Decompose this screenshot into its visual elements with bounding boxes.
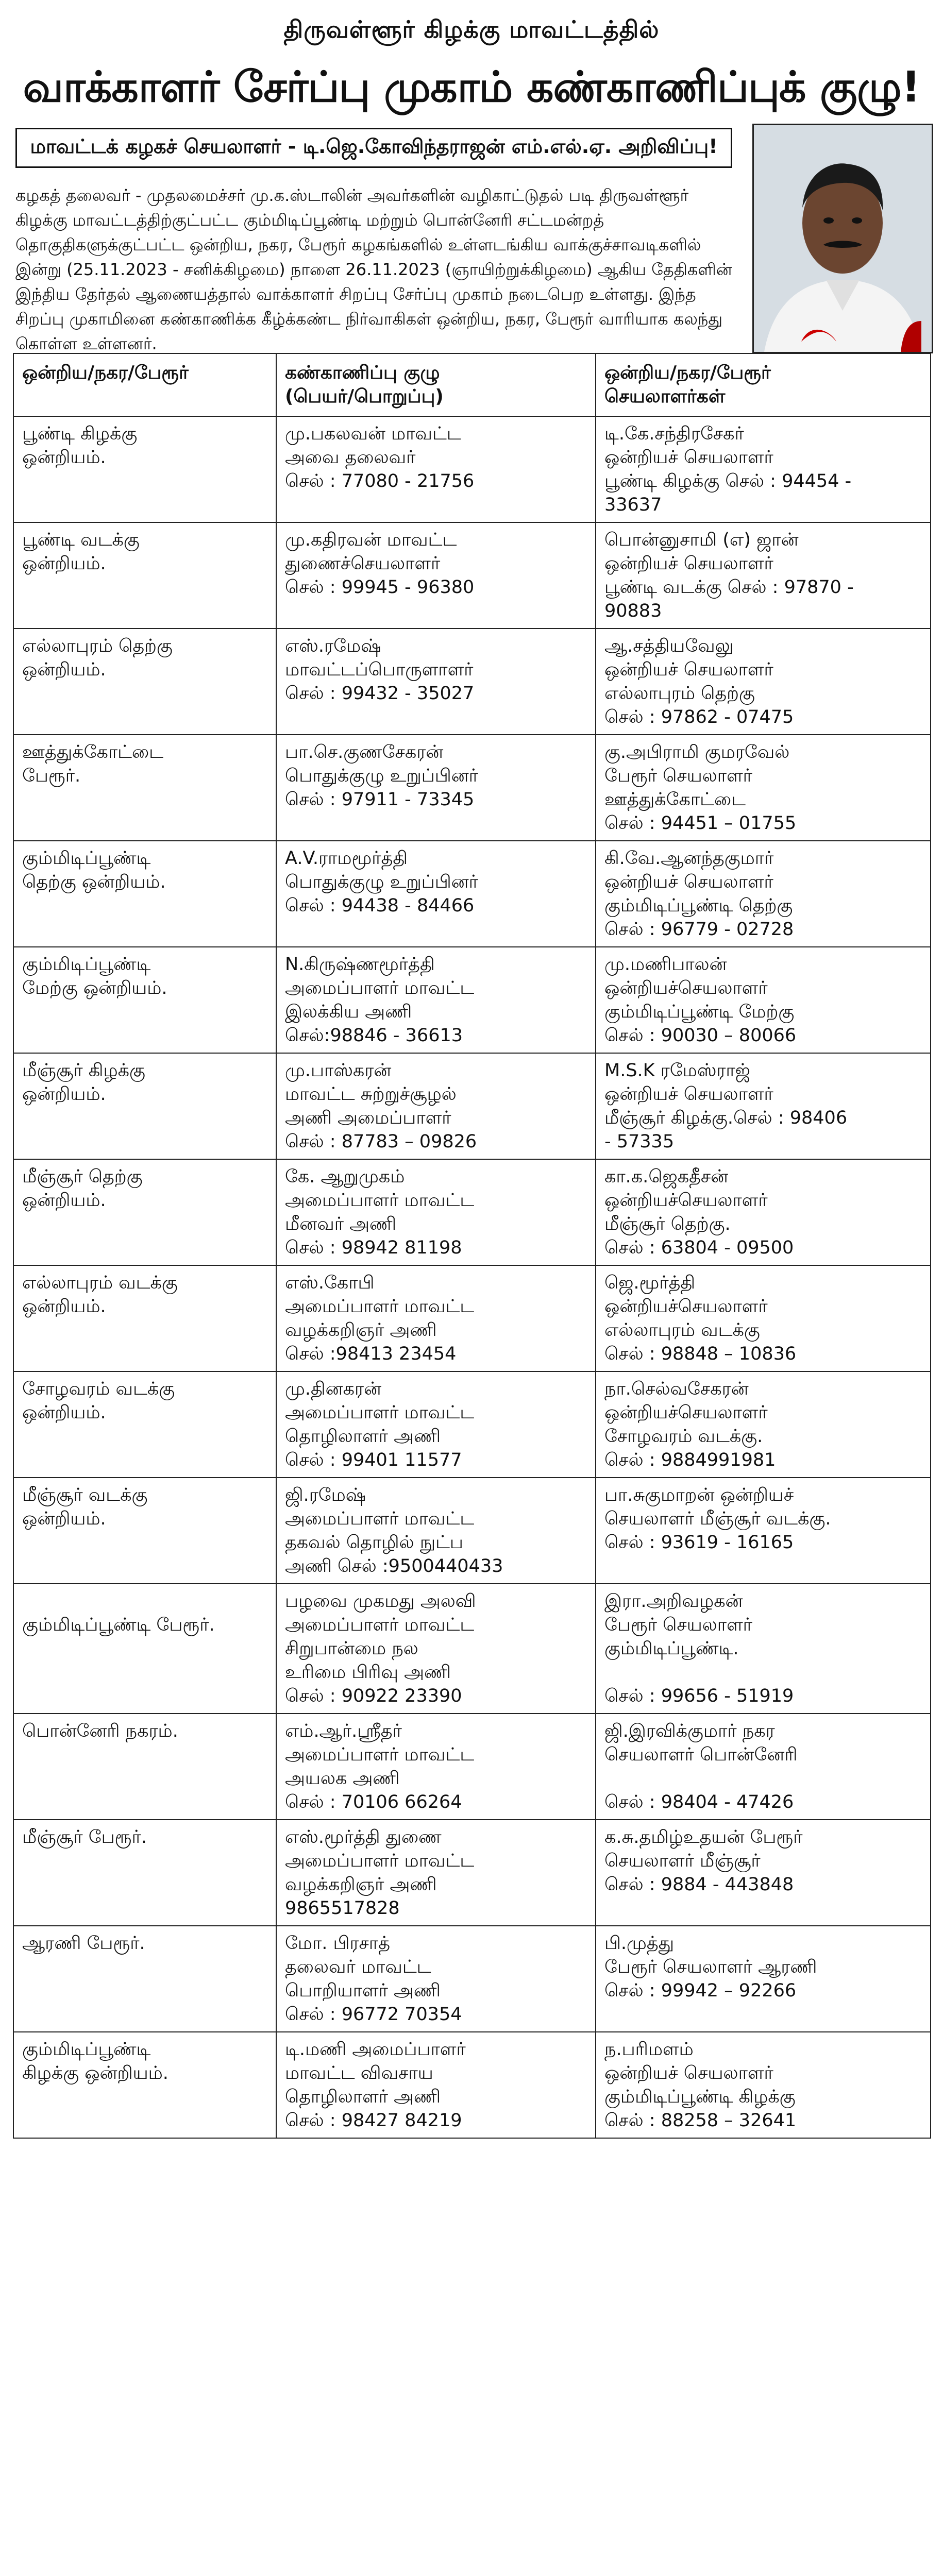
secretary-line: மீஞ்சூர் கிழக்கு.செல் : 98406: [604, 1108, 848, 1128]
area-line: பொன்னேரி நகரம்.: [22, 1721, 178, 1741]
area-line: எல்லாபுரம் தெற்கு: [22, 636, 173, 656]
secretary-line: செயலாளர் பொன்னேரி: [604, 1744, 798, 1765]
table-row: [13, 1584, 931, 1714]
monitor-line: ஜி.ரமேஷ்: [285, 1485, 366, 1505]
table-cell-monitor: [276, 1371, 596, 1478]
area-line: ஒன்றியம்.: [22, 447, 106, 468]
area-line: தெற்கு ஒன்றியம்.: [22, 872, 166, 892]
table-cell-secretary: [596, 522, 931, 629]
header-line: ஒன்றிய/நகர/பேரூர்: [604, 362, 771, 383]
intro-paragraph: கழகத் தலைவர் - முதலமைச்சர் மு.க.ஸ்டாலின் அவர்களின் வழிகாட்டுதல் படி திருவள்ளூர் கிழக்கு மாவட்டத்திற்குட்பட்ட கும்மிடிப்பூண்டி மற்றும் பொன்னேரி சட்டமன்றத் தொகுதிகளுக்குட்பட்ட ஒன்றிய, நகர, பேரூர் கழகங்களில் உள்ளடங்கிய வாக்குச்சாவடிகளில் இன்று (25.11.2023 - சனிக்கிழமை) நாளை 26.11.2023 (ஞாயிற்றுக்கிழமை) ஆகிய தேதிகளின் இந்திய தேர்தல் ஆணையத்தால் வாக்காளர் சிறப்பு சேர்ப்பு முகாம் நடைபெற உள்ளது. இந்த சிறப்பு முகாமினை கண்காணிக்க கீழ்க்கண்ட நிர்வாகிகள் ஒன்றிய, நகர, பேரூர் வாரியாக கலந்து கொள்ள உள்ளனர்.: [15, 185, 732, 353]
monitor-line: செல் : 99432 - 35027: [285, 683, 475, 704]
table-cell-monitor: [276, 1265, 596, 1371]
monitor-line: அமைப்பாளர் மாவட்ட: [285, 1744, 475, 1765]
header-line: கண்காணிப்பு குழு: [285, 362, 440, 383]
table-row: [13, 1714, 931, 1820]
header-line: ஒன்றிய/நகர/பேரூர்: [22, 362, 189, 383]
table-cell-monitor: [276, 1159, 596, 1265]
table-row: [13, 1926, 931, 2032]
table-row: [13, 1265, 931, 1371]
header-line: (பெயர்/பொறுப்பு): [285, 386, 444, 407]
monitor-line: செல் : 87783 – 09826: [285, 1131, 477, 1152]
monitor-line: மாவட்டப்பொருளாளர்: [285, 659, 474, 680]
monitor-line: வழக்கறிஞர் அணி: [285, 1874, 437, 1895]
area-line: ஒன்றியம்.: [22, 1084, 106, 1105]
monitor-line: செல் : 77080 - 21756: [285, 471, 475, 492]
secretary-line: கி.வே.ஆனந்தகுமார்: [604, 848, 774, 869]
monitor-line: 9865517828: [285, 1898, 400, 1919]
secretary-line: ஒன்றியச்செயலாளர்: [604, 1296, 768, 1317]
table-cell-monitor: [276, 629, 596, 735]
table-cell-monitor: [276, 416, 596, 522]
table-row: [13, 522, 931, 629]
secretary-line: செயலாளர் மீஞ்சூர் வடக்கு.: [604, 1509, 831, 1529]
area-line: ஒன்றியம்.: [22, 1190, 106, 1211]
monitor-line: சிறுபான்மை நல: [285, 1638, 418, 1659]
monitor-line: பொதுக்குழு உறுப்பினர்: [285, 872, 478, 892]
table-cell-monitor: [276, 841, 596, 947]
monitor-line: அமைப்பாளர் மாவட்ட: [285, 978, 475, 998]
area-line: கும்மிடிப்பூண்டி: [22, 2039, 151, 2060]
table-row: [13, 1159, 931, 1265]
table-cell-monitor: [276, 1584, 596, 1714]
monitor-line: அமைப்பாளர் மாவட்ட: [285, 1851, 475, 1871]
area-line: பேரூர்.: [22, 766, 81, 786]
table-row: [13, 629, 931, 735]
secretary-line: ஒன்றியச் செயலாளர்: [604, 553, 773, 574]
secretary-line: எல்லாபுரம் தெற்கு: [604, 683, 755, 704]
monitor-line: கே. ஆறுமுகம்: [285, 1166, 405, 1187]
monitor-line: தொழிலாளர் அணி: [285, 2087, 441, 2107]
secretary-line: செல் : 96779 - 02728: [604, 919, 794, 940]
secretary-line: நா.செல்வசேகரன்: [604, 1379, 749, 1399]
table-cell-monitor: [276, 735, 596, 841]
monitor-line: எஸ்.கோபி: [285, 1273, 375, 1293]
area-line: மீஞ்சூர் தெற்கு: [22, 1166, 143, 1187]
table-cell-monitor: [276, 522, 596, 629]
secretary-line: ஒன்றியச் செயலாளர்: [604, 659, 773, 680]
area-line: பூண்டி கிழக்கு: [22, 423, 138, 444]
secretary-line: கும்மிடிப்பூண்டி கிழக்கு: [604, 2087, 796, 2107]
secretary-line: சோழவரம் வடக்கு.: [604, 1426, 763, 1447]
column-header-secretary: [596, 353, 931, 416]
secretary-line: இரா.அறிவழகன்: [604, 1591, 743, 1612]
secretary-line: பொன்னுசாமி (எ) ஜான்: [604, 530, 799, 550]
table-cell-area: [13, 841, 276, 947]
secretary-line: கு.அபிராமி குமரவேல்: [604, 742, 790, 762]
announcement-banner: மாவட்டக் கழகச் செயலாளர் - டி.ஜெ.கோவிந்தராஜன் எம்.எல்.ஏ. அறிவிப்பு!: [15, 128, 732, 168]
area-line: எல்லாபுரம் வடக்கு: [22, 1273, 178, 1293]
monitor-line: எஸ்.ரமேஷ்: [285, 636, 381, 656]
area-line: பூண்டி வடக்கு: [22, 530, 140, 550]
secretary-line: பேரூர் செயலாளர் ஆரணி: [604, 1957, 817, 1977]
monitor-line: மோ. பிரசாத்: [285, 1933, 391, 1954]
monitor-line: அணி செல் :9500440433: [285, 1556, 503, 1577]
leader-photo: [752, 124, 933, 353]
monitor-line: மாவட்ட சுற்றுச்சூழல்: [285, 1084, 457, 1105]
table-cell-monitor: [276, 1926, 596, 2032]
monitor-line: பொறியாளர் அணி: [285, 1980, 441, 2001]
column-header-monitor: [276, 353, 596, 416]
table-row: [13, 1820, 931, 1926]
secretary-line: ஜெ.மூர்த்தி: [604, 1273, 696, 1293]
table-cell-area: [13, 1714, 276, 1820]
table-cell-secretary: [596, 735, 931, 841]
secretary-line: டி.கே.சந்திரசேகர்: [604, 423, 744, 444]
table-row: [13, 1053, 931, 1159]
table-cell-secretary: [596, 947, 931, 1053]
area-line: ஒன்றியம்.: [22, 1509, 106, 1529]
monitor-line: செல் : 90922 23390: [285, 1686, 462, 1706]
secretary-line: செல் : 98404 - 47426: [604, 1792, 794, 1812]
secretary-line: செயலாளர் மீஞ்சூர்: [604, 1851, 761, 1871]
secretary-line: ஒன்றியச்செயலாளர்: [604, 1402, 768, 1423]
monitor-line: அமைப்பாளர் மாவட்ட: [285, 1190, 475, 1211]
monitor-line: N.கிருஷ்ணமூர்த்தி: [285, 954, 435, 975]
monitor-line: மீனவர் அணி: [285, 1214, 397, 1234]
secretary-line: பி.முத்து: [604, 1933, 675, 1954]
area-line: [22, 1589, 267, 1613]
table-cell-area: [13, 1159, 276, 1265]
monitor-line: வழக்கறிஞர் அணி: [285, 1320, 437, 1341]
secretary-line: செல் : 98848 – 10836: [604, 1344, 797, 1364]
table-row: [13, 841, 931, 947]
table-cell-area: [13, 522, 276, 629]
area-line: கும்மிடிப்பூண்டி: [22, 848, 151, 869]
monitor-line: செல் :98413 23454: [285, 1344, 457, 1364]
table-cell-secretary: [596, 1478, 931, 1584]
table-row: [13, 2032, 931, 2138]
table-cell-area: [13, 1265, 276, 1371]
secretary-line: செல் : 9884991981: [604, 1450, 776, 1470]
secretary-line: செல் : 93619 - 16165: [604, 1532, 794, 1553]
table-cell-secretary: [596, 1053, 931, 1159]
table-cell-area: [13, 1053, 276, 1159]
monitor-line: செல் : 98427 84219: [285, 2110, 462, 2131]
area-line: ஒன்றியம்.: [22, 553, 106, 574]
header-line: செயலாளர்கள்: [604, 386, 726, 407]
secretary-line: செல் : 97862 - 07475: [604, 707, 794, 727]
table-cell-secretary: [596, 1159, 931, 1265]
secretary-line: பா.சுகுமாறன் ஒன்றியச்: [604, 1485, 794, 1505]
secretary-line: 90883: [604, 601, 662, 621]
secretary-line: ந.பரிமளம்: [604, 2039, 694, 2060]
table-cell-secretary: [596, 1820, 931, 1926]
monitor-line: இலக்கிய அணி: [285, 1002, 412, 1022]
secretary-line: செல் : 9884 - 443848: [604, 1874, 794, 1895]
monitor-line: செல் : 99401 11577: [285, 1450, 462, 1470]
secretary-line: செல் : 99656 - 51919: [604, 1686, 794, 1706]
table-cell-monitor: [276, 1714, 596, 1820]
table-cell-secretary: [596, 1926, 931, 2032]
area-line: கும்மிடிப்பூண்டி பேரூர்.: [22, 1615, 215, 1635]
secretary-line: [604, 1660, 922, 1684]
secretary-line: பூண்டி கிழக்கு செல் : 94454 -: [604, 471, 852, 492]
monitor-line: அயலக அணி: [285, 1768, 400, 1789]
table-cell-area: [13, 1584, 276, 1714]
page-title: வாக்காளர் சேர்ப்பு முகாம் கண்காணிப்புக் குழு!: [23, 63, 920, 112]
area-line: ஒன்றியம்.: [22, 1402, 106, 1423]
table-cell-secretary: [596, 1584, 931, 1714]
table-cell-secretary: [596, 416, 931, 522]
monitor-line: மு.பகலவன் மாவட்ட: [285, 423, 461, 444]
monitor-line: அமைப்பாளர் மாவட்ட: [285, 1509, 475, 1529]
monitor-line: பா.செ.குணசேகரன்: [285, 742, 444, 762]
secretary-line: செல் : 90030 – 80066: [604, 1025, 797, 1046]
table-cell-secretary: [596, 1371, 931, 1478]
table-cell-monitor: [276, 1478, 596, 1584]
monitor-line: பொதுக்குழு உறுப்பினர்: [285, 766, 478, 786]
secretary-line: [604, 1767, 922, 1790]
area-line: கிழக்கு ஒன்றியம்.: [22, 2063, 169, 2083]
area-line: கும்மிடிப்பூண்டி: [22, 954, 151, 975]
monitor-line: மு.தினகரன்: [285, 1379, 382, 1399]
monitor-line: உரிமை பிரிவு அணி: [285, 1662, 451, 1683]
secretary-line: எல்லாபுரம் வடக்கு: [604, 1320, 760, 1341]
secretary-line: கும்மிடிப்பூண்டி.: [604, 1638, 739, 1659]
table-cell-area: [13, 1371, 276, 1478]
table-cell-area: [13, 1820, 276, 1926]
table-cell-area: [13, 416, 276, 522]
table-row: [13, 1371, 931, 1478]
monitor-line: செல் : 94438 - 84466: [285, 895, 475, 916]
table-row: [13, 416, 931, 522]
area-line: மீஞ்சூர் கிழக்கு: [22, 1060, 145, 1081]
secretary-line: மு.மணிபாலன்: [604, 954, 727, 975]
secretary-line: செல் : 88258 – 32641: [604, 2110, 797, 2131]
secretary-line: ஆ.சத்தியவேலு: [604, 636, 734, 656]
secretary-line: - 57335: [604, 1131, 675, 1152]
monitor-line: தலைவர் மாவட்ட: [285, 1957, 431, 1977]
monitor-line: அமைப்பாளர் மாவட்ட: [285, 1615, 475, 1635]
table-cell-monitor: [276, 2032, 596, 2138]
area-line: மீஞ்சூர் வடக்கு: [22, 1485, 148, 1505]
table-cell-monitor: [276, 1053, 596, 1159]
secretary-line: க.சு.தமிழ்உதயன் பேரூர்: [604, 1827, 803, 1848]
table-cell-secretary: [596, 841, 931, 947]
secretary-line: ஒன்றியச் செயலாளர்: [604, 872, 773, 892]
table-cell-monitor: [276, 947, 596, 1053]
secretary-line: ஜி.இரவிக்குமார் நகர: [604, 1721, 775, 1741]
secretary-line: செல் : 94451 – 01755: [604, 813, 797, 834]
secretary-line: 33637: [604, 495, 662, 515]
monitor-line: அணி அமைப்பாளர்: [285, 1108, 451, 1128]
area-line: சோழவரம் வடக்கு: [22, 1379, 175, 1399]
secretary-line: M.S.K ரமேஸ்ராஜ்: [604, 1060, 750, 1081]
area-line: ஊத்துக்கோட்டை: [22, 742, 163, 762]
secretary-line: மீஞ்சூர் தெற்கு.: [604, 1214, 731, 1234]
table-row: [13, 735, 931, 841]
monitor-line: எம்.ஆர்.ஸ்ரீதர்: [285, 1721, 402, 1741]
table-row: [13, 1478, 931, 1584]
monitor-line: துணைச்செயலாளர்: [285, 553, 441, 574]
monitor-line: செல் : 70106 66264: [285, 1792, 462, 1812]
column-header-area: [13, 353, 276, 416]
table-header-row: [13, 353, 931, 416]
region-heading: திருவள்ளூர் கிழக்கு மாவட்டத்தில்: [283, 15, 660, 43]
table-cell-secretary: [596, 2032, 931, 2138]
monitor-line: அவை தலைவர்: [285, 447, 416, 468]
area-line: மீஞ்சூர் பேரூர்.: [22, 1827, 147, 1848]
table-head: [13, 353, 931, 416]
area-line: ஒன்றியம்.: [22, 1296, 106, 1317]
table-row: [13, 947, 931, 1053]
table-cell-area: [13, 1478, 276, 1584]
table-cell-monitor: [276, 1820, 596, 1926]
area-line: மேற்கு ஒன்றியம்.: [22, 978, 167, 998]
monitor-line: செல் : 99945 - 96380: [285, 577, 475, 598]
secretary-line: செல் : 63804 - 09500: [604, 1238, 794, 1258]
secretary-line: கும்மிடிப்பூண்டி தெற்கு: [604, 895, 793, 916]
area-line: ஆரணி பேரூர்.: [22, 1933, 145, 1954]
monitor-line: மாவட்ட விவசாய: [285, 2063, 433, 2083]
monitor-line: அமைப்பாளர் மாவட்ட: [285, 1402, 475, 1423]
secretary-line: ஒன்றியச் செயலாளர்: [604, 1084, 773, 1105]
monitor-line: செல் : 97911 - 73345: [285, 789, 475, 810]
table-cell-area: [13, 1926, 276, 2032]
monitor-line: எஸ்.மூர்த்தி துணை: [285, 1827, 442, 1848]
secretary-line: ஊத்துக்கோட்டை: [604, 789, 746, 810]
secretary-line: கா.க.ஜெகதீசன்: [604, 1166, 729, 1187]
monitor-line: மு.பாஸ்கரன்: [285, 1060, 392, 1081]
monitor-line: A.V.ராமமூர்த்தி: [285, 848, 408, 869]
secretary-line: ஒன்றியச் செயலாளர்: [604, 447, 773, 468]
area-line: ஒன்றியம்.: [22, 659, 106, 680]
table-body: [13, 416, 931, 2138]
table-cell-secretary: [596, 1714, 931, 1820]
monitor-line: அமைப்பாளர் மாவட்ட: [285, 1296, 475, 1317]
monitor-line: செல் : 98942 81198: [285, 1238, 462, 1258]
table-cell-area: [13, 735, 276, 841]
monitor-line: டி.மணி அமைப்பாளர்: [285, 2039, 466, 2060]
monitor-line: தொழிலாளர் அணி: [285, 1426, 441, 1447]
monitor-line: மு.கதிரவன் மாவட்ட: [285, 530, 457, 550]
secretary-line: பேரூர் செயலாளர்: [604, 1615, 752, 1635]
table-cell-area: [13, 2032, 276, 2138]
monitoring-committee-table: [13, 353, 931, 2139]
table-cell-area: [13, 947, 276, 1053]
secretary-line: கும்மிடிப்பூண்டி மேற்கு: [604, 1002, 795, 1022]
secretary-line: பூண்டி வடக்கு செல் : 97870 -: [604, 577, 854, 598]
leader-photo-image: [754, 125, 932, 352]
table-cell-secretary: [596, 629, 931, 735]
secretary-line: ஒன்றியச்செயலாளர்: [604, 1190, 768, 1211]
monitor-line: தகவல் தொழில் நுட்ப: [285, 1532, 463, 1553]
table-cell-area: [13, 629, 276, 735]
monitor-line: செல்:98846 - 36613: [285, 1025, 463, 1046]
secretary-line: ஒன்றியச் செயலாளர்: [604, 2063, 773, 2083]
secretary-line: செல் : 99942 – 92266: [604, 1980, 797, 2001]
monitor-line: செல் : 96772 70354: [285, 2004, 462, 2025]
secretary-line: பேரூர் செயலாளர்: [604, 766, 752, 786]
table-cell-secretary: [596, 1265, 931, 1371]
secretary-line: ஒன்றியச்செயலாளர்: [604, 978, 768, 998]
monitor-line: பழவை முகமது அலவி: [285, 1591, 476, 1612]
